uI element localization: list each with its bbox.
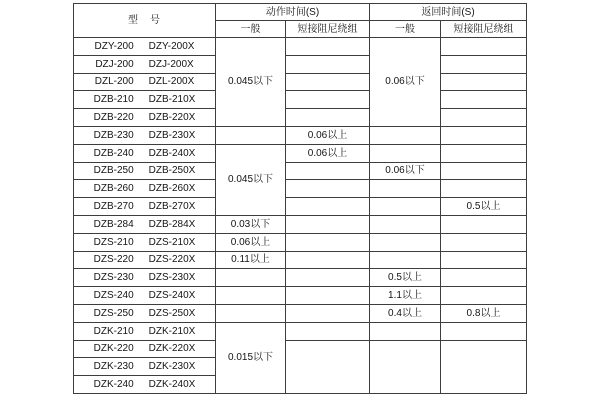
- value-cell-action-damping: 0.06以上: [286, 144, 370, 162]
- model-name: DZJ-200: [95, 58, 134, 70]
- table-row: [74, 269, 527, 287]
- model-cell: [74, 126, 216, 144]
- value-cell-action-damping: [286, 198, 370, 216]
- model-name-x: DZK-240X: [148, 379, 196, 391]
- model-name: DZB-284: [93, 218, 134, 230]
- value-cell-return-damping: [441, 91, 527, 109]
- value-cell-action-general: 0.045以下: [216, 38, 286, 127]
- model-cell: [74, 109, 216, 127]
- value-cell-return-damping: [441, 251, 527, 269]
- model-name-x: DZK-220X: [148, 343, 196, 355]
- model-name-x: DZS-230X: [148, 272, 196, 284]
- model-name-x: DZJ-200X: [148, 58, 194, 70]
- model-cell: [74, 251, 216, 269]
- value-cell-return-general: 1.1以上: [370, 287, 441, 305]
- table-row: [74, 91, 527, 109]
- header-action-damping: 短接阻尼绕组: [286, 21, 370, 38]
- value-cell-return-damping: [441, 144, 527, 162]
- value-cell-return-damping: [441, 322, 527, 340]
- model-cell: [74, 215, 216, 233]
- model-name: DZB-270: [93, 201, 134, 213]
- table-row: [74, 180, 527, 198]
- table-row: [74, 109, 527, 127]
- table-body: [74, 38, 527, 394]
- model-name-x: DZK-210X: [148, 325, 196, 337]
- table-row: [74, 233, 527, 251]
- model-name: DZK-210: [93, 325, 134, 337]
- value-cell-return-damping: 0.5以上: [441, 198, 527, 216]
- value-cell-action-damping: [286, 162, 370, 180]
- model-name: DZB-240: [93, 147, 134, 159]
- model-name-x: DZL-200X: [148, 76, 195, 88]
- value-cell-action-general: 0.015以下: [216, 322, 286, 393]
- model-cell: [74, 304, 216, 322]
- value-cell-return-damping: [441, 287, 527, 305]
- value-cell-action-general: [216, 269, 286, 287]
- value-cell-action-damping: [286, 322, 370, 340]
- value-cell-action-damping: [286, 109, 370, 127]
- value-cell-action-general: [216, 287, 286, 305]
- value-cell-action-general: [216, 304, 286, 322]
- model-name-x: DZB-240X: [148, 147, 196, 159]
- value-cell-action-general: 0.06以上: [216, 233, 286, 251]
- model-cell: [74, 38, 216, 56]
- model-cell: [74, 198, 216, 216]
- model-name-x: DZB-250X: [148, 165, 196, 177]
- header-model: 型 号: [74, 4, 216, 38]
- table-row: [74, 304, 527, 322]
- model-cell: [74, 55, 216, 73]
- value-cell-action-damping: [286, 287, 370, 305]
- model-name-x: DZS-250X: [148, 307, 196, 319]
- model-cell: [74, 91, 216, 109]
- model-name-x: DZS-210X: [148, 236, 196, 248]
- model-name: DZS-210: [93, 236, 134, 248]
- value-cell-return-general: [370, 180, 441, 198]
- value-cell-return-damping: [441, 38, 527, 56]
- model-name: DZS-220: [93, 254, 134, 266]
- value-cell-action-general: 0.045以下: [216, 144, 286, 215]
- table-row: [74, 251, 527, 269]
- value-cell-action-damping: 0.06以上: [286, 126, 370, 144]
- table-header: [74, 4, 527, 38]
- model-name-x: DZB-220X: [148, 112, 196, 124]
- header-return-general: 一般: [370, 21, 441, 38]
- table-row: [74, 340, 527, 358]
- table-row: [74, 126, 527, 144]
- table-row: [74, 55, 527, 73]
- table-row: [74, 144, 527, 162]
- model-cell: [74, 269, 216, 287]
- table-row: [74, 162, 527, 180]
- header-action-time: 动作时间(S): [216, 4, 370, 21]
- model-name: DZB-210: [93, 94, 134, 106]
- model-name-x: DZB-284X: [148, 218, 196, 230]
- model-name-x: DZB-270X: [148, 201, 196, 213]
- table-row: [74, 215, 527, 233]
- model-cell: [74, 73, 216, 91]
- value-cell-action-damping: [286, 304, 370, 322]
- header-group-row: [74, 4, 527, 21]
- model-name: DZB-230: [93, 129, 134, 141]
- model-cell: [74, 180, 216, 198]
- value-cell-action-damping: [286, 251, 370, 269]
- value-cell-return-damping: [441, 233, 527, 251]
- value-cell-return-damping: [441, 180, 527, 198]
- value-cell-return-general: 0.4以上: [370, 304, 441, 322]
- value-cell-return-general: [370, 126, 441, 144]
- value-cell-return-damping: [441, 340, 527, 393]
- model-cell: [74, 358, 216, 376]
- value-cell-return-damping: [441, 162, 527, 180]
- value-cell-action-damping: [286, 233, 370, 251]
- value-cell-action-damping: [286, 91, 370, 109]
- value-cell-action-damping: [286, 55, 370, 73]
- value-cell-return-general: [370, 144, 441, 162]
- value-cell-return-damping: [441, 126, 527, 144]
- model-cell: [74, 340, 216, 358]
- model-name: DZK-220: [93, 343, 134, 355]
- value-cell-action-general: 0.03以下: [216, 215, 286, 233]
- value-cell-action-general: 0.11以上: [216, 251, 286, 269]
- model-cell: [74, 376, 216, 394]
- value-cell-return-damping: [441, 215, 527, 233]
- value-cell-return-general: 0.5以上: [370, 269, 441, 287]
- value-cell-return-general: [370, 251, 441, 269]
- value-cell-return-damping: [441, 55, 527, 73]
- table-row: [74, 38, 527, 56]
- table-row: [74, 73, 527, 91]
- model-name-x: DZB-210X: [148, 94, 196, 106]
- model-cell: [74, 144, 216, 162]
- value-cell-action-damping: [286, 73, 370, 91]
- model-name: DZB-250: [93, 165, 134, 177]
- model-name-x: DZB-260X: [148, 183, 196, 195]
- value-cell-action-damping: [286, 340, 370, 393]
- model-name: DZK-230: [93, 361, 134, 373]
- value-cell-return-damping: [441, 109, 527, 127]
- table-row: [74, 322, 527, 340]
- model-cell: [74, 287, 216, 305]
- value-cell-action-damping: [286, 180, 370, 198]
- model-name-x: DZS-220X: [148, 254, 196, 266]
- value-cell-action-damping: [286, 38, 370, 56]
- header-return-time: 返回时间(S): [370, 4, 527, 21]
- model-cell: [74, 233, 216, 251]
- model-name: DZS-240: [93, 290, 134, 302]
- model-cell: [74, 322, 216, 340]
- model-name-x: DZY-200X: [148, 40, 195, 52]
- spec-table: [73, 3, 527, 394]
- value-cell-return-damping: [441, 269, 527, 287]
- table-row: [74, 198, 527, 216]
- value-cell-return-general: 0.06以下: [370, 38, 441, 127]
- value-cell-return-general: [370, 233, 441, 251]
- model-name: DZB-220: [93, 112, 134, 124]
- model-name: DZS-250: [93, 307, 134, 319]
- value-cell-return-damping: [441, 73, 527, 91]
- value-cell-action-damping: [286, 269, 370, 287]
- model-name: DZK-240: [93, 379, 134, 391]
- model-name-x: DZB-230X: [148, 129, 196, 141]
- model-name: DZY-200: [94, 40, 134, 52]
- model-name-x: DZK-230X: [148, 361, 196, 373]
- value-cell-return-general: [370, 340, 441, 393]
- model-name: DZS-230: [93, 272, 134, 284]
- header-return-damping: 短接阻尼绕组: [441, 21, 527, 38]
- value-cell-return-damping: 0.8以上: [441, 304, 527, 322]
- value-cell-return-general: 0.06以下: [370, 162, 441, 180]
- value-cell-return-general: [370, 198, 441, 216]
- value-cell-return-general: [370, 215, 441, 233]
- model-name-x: DZS-240X: [148, 290, 196, 302]
- value-cell-action-damping: [286, 215, 370, 233]
- table-row: [74, 287, 527, 305]
- header-action-general: 一般: [216, 21, 286, 38]
- model-name: DZB-260: [93, 183, 134, 195]
- model-cell: [74, 162, 216, 180]
- value-cell-return-general: [370, 322, 441, 340]
- model-name: DZL-200: [94, 76, 134, 88]
- value-cell-action-general: [216, 126, 286, 144]
